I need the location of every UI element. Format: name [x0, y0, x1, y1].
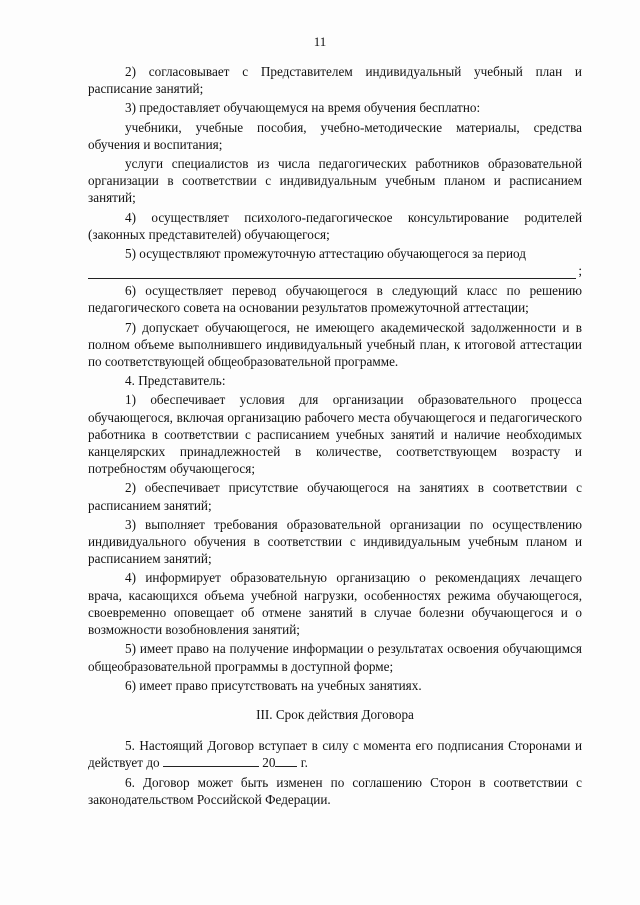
paragraph-item-3b: услуги специалистов из числа педагогических работников образовательной организации в соответствии с индивидуальным учебным планом и расписанием занятий;: [88, 156, 582, 206]
year-blank: [275, 754, 297, 767]
paragraph-item-4: 4) осуществляет психолого-педагогическое консультирование родителей (законных представителей) обучающегося;: [88, 209, 582, 242]
period-blank-line: [88, 262, 582, 279]
clause-5-text: 5. Настоящий Договор вступает в силу с момента его подписания Сторонами и действует до: [88, 738, 582, 771]
representative-item-6: 6) имеет право присутствовать на учебных занятиях.: [125, 677, 422, 693]
representative-item-2: 2) обеспечивает присутствие обучающегося на занятиях в соответствии с расписанием занятий;: [88, 480, 582, 513]
clause-6: 6. Договор может быть изменен по соглашению Сторон в соответствии с законодательством Российской Федерации.: [88, 774, 582, 807]
page-number: 11: [313, 34, 327, 49]
paragraph-item-5: 5) осуществляют промежуточную аттестацию обучающегося за период: [125, 246, 526, 262]
clause-5: [88, 737, 582, 771]
section-4-heading: 4. Представитель:: [125, 373, 226, 389]
period-underline: [88, 266, 576, 279]
representative-item-3: 3) выполняет требования образовательной организации по осуществлению индивидуального обучения в соответствии с индивидуальным учебным планом и расписанием занятий;: [88, 516, 582, 567]
clause-5-year-suffix: г.: [300, 755, 308, 771]
paragraph-item-7: 7) допускает обучающегося, не имеющего академической задолженности и в полном объеме выполнившего индивидуальный учебный план, к итоговой аттестации по соответствующей общеобразовательной программе.: [88, 319, 582, 370]
clause-5-year: 20: [262, 755, 276, 771]
paragraph-item-6: 6) осуществляет перевод обучающегося в следующий класс по решению педагогического совета на основании результатов промежуточной аттестации;: [88, 283, 582, 316]
period-semicolon: ;: [578, 263, 582, 279]
paragraph-item-2: 2) согласовывает с Представителем индивидуальный учебный план и расписание занятий;: [88, 64, 582, 97]
paragraph-item-3: 3) предоставляет обучающемуся на время обучения бесплатно:: [125, 100, 481, 116]
paragraph-item-3a: учебники, учебные пособия, учебно-методические материалы, средства обучения и воспитания;: [88, 119, 582, 152]
document-body: [88, 63, 582, 810]
representative-item-5: 5) имеет право на получение информации о результатах освоения обучающимся общеобразовательной программы в доступной форме;: [88, 641, 582, 674]
section-title-term: III. Срок действия Договора: [256, 706, 414, 722]
representative-item-4: 4) информирует образовательную организацию о рекомендациях лечащего врача, касающихся объема учебной нагрузки, особенностях режима обучающегося, своевременно оповещает об отмене занятий в случае болезни обучающегося и о возможности возобновления занятий;: [88, 570, 582, 638]
date-blank: [163, 754, 259, 767]
representative-item-1: 1) обеспечивает условия для организации образовательного процесса обучающегося, включая организацию рабочего места обучающегося и педагогического работника в соответствии с расписанием учебных занятий и наличие необходимых канцелярских принадлежностей в количестве, соответствующем возрасту и потребностям обучающегося;: [88, 392, 582, 477]
